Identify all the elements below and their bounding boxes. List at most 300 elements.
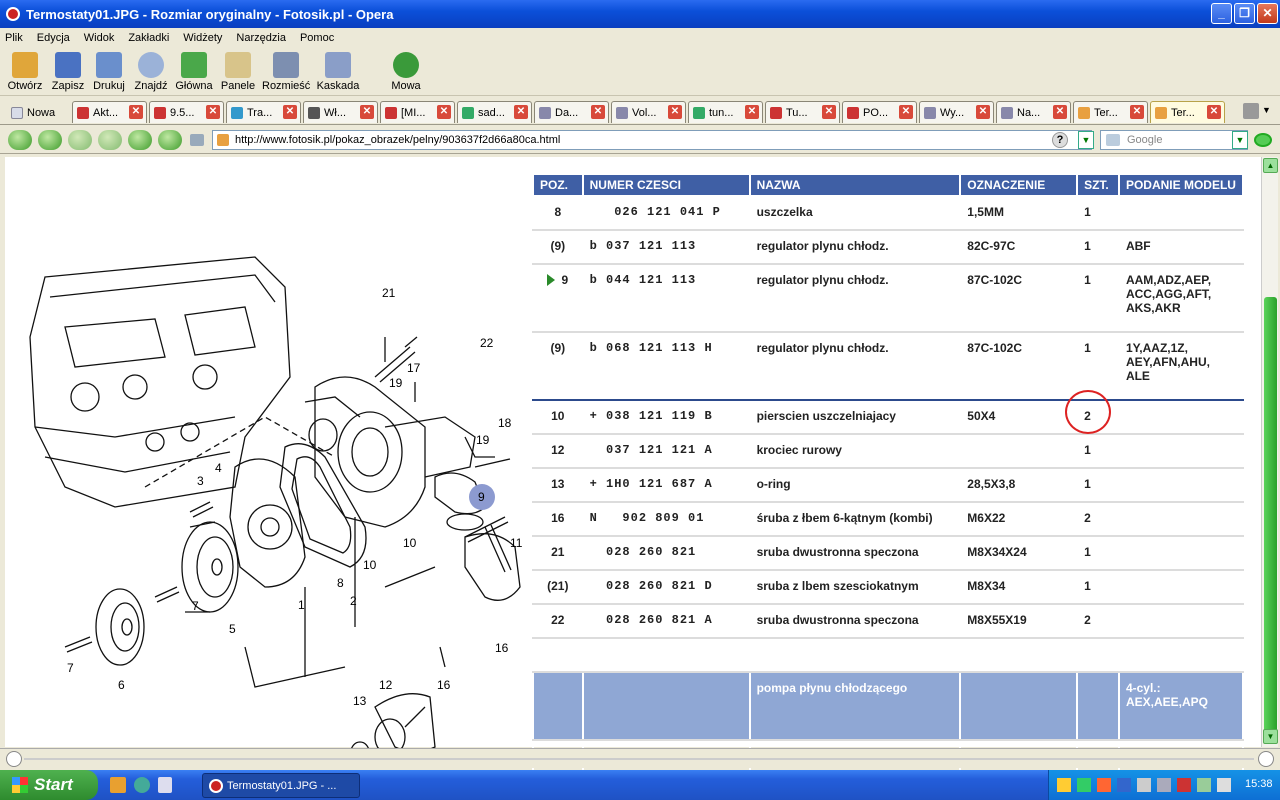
- tab-label: sad...: [478, 106, 505, 119]
- tab-10[interactable]: [765, 101, 840, 123]
- table-row[interactable]: [533, 672, 1243, 740]
- engine-parts-diagram: [5, 227, 525, 747]
- cell-szt: [1077, 434, 1119, 468]
- tab-8[interactable]: [611, 101, 686, 123]
- page-content: [5, 157, 1261, 747]
- new-tab-button[interactable]: Nowa: [6, 101, 68, 123]
- cell-text: 9: [561, 273, 569, 287]
- forward-icon[interactable]: [68, 130, 92, 150]
- search-input[interactable]: Google: [1100, 130, 1248, 150]
- cell-szt: [1077, 230, 1119, 264]
- cell-text: 13: [551, 477, 565, 491]
- cell-name: [750, 604, 961, 638]
- menu-edit[interactable]: Edycja: [36, 32, 70, 44]
- cell-text: b 068 121 113 H: [589, 341, 713, 355]
- tab-close-icon[interactable]: ✕: [283, 105, 297, 119]
- table-row[interactable]: [533, 502, 1243, 536]
- cell-oz: [960, 434, 1077, 468]
- tab-label: Ter...: [1171, 106, 1195, 119]
- cell-text: 1,5MM: [967, 205, 1004, 219]
- cell-name: [750, 536, 961, 570]
- tab-5[interactable]: [380, 101, 455, 123]
- tab-11[interactable]: [842, 101, 917, 123]
- part-label: 18: [498, 416, 512, 430]
- part-label: 16: [437, 678, 451, 692]
- part-label: 16: [495, 641, 509, 655]
- cell-num: [583, 434, 750, 468]
- cell-name: [750, 502, 961, 536]
- cell-model: [1119, 434, 1243, 468]
- part-label: 12: [379, 678, 393, 692]
- cell-text: 026 121 041 P: [589, 205, 721, 219]
- help-icon[interactable]: ?: [1052, 132, 1068, 148]
- tab-9[interactable]: [688, 101, 763, 123]
- part-label: 4: [215, 461, 222, 475]
- tab-favicon-icon: [693, 107, 705, 119]
- save-button[interactable]: Zapisz: [50, 50, 86, 92]
- address-input[interactable]: http://www.fotosik.pl/pokaz_obrazek/pelny/903637f2d66a80ca.html: [212, 130, 1092, 150]
- part-label: 1: [298, 598, 305, 612]
- cell-oz: [960, 604, 1077, 638]
- opera-icon: [6, 7, 20, 21]
- cell-szt: [1077, 604, 1119, 638]
- cell-text: 1: [1084, 239, 1091, 253]
- scroll-down-arrow-icon[interactable]: ▼: [1263, 729, 1278, 744]
- tab-1[interactable]: [72, 101, 147, 123]
- quicklaunch-notepad-icon[interactable]: [158, 777, 172, 793]
- menu-view[interactable]: Widok: [83, 32, 115, 44]
- cascade-button[interactable]: Kaskada: [316, 50, 360, 92]
- cell-text: pompa płynu chłodzącego: [756, 681, 908, 695]
- cell-num: [583, 536, 750, 570]
- cell-szt: [1077, 638, 1119, 672]
- tray-icon[interactable]: [1077, 778, 1091, 792]
- cell-name: [750, 230, 961, 264]
- tab-close-icon[interactable]: ✕: [129, 105, 143, 119]
- cell-num: [583, 230, 750, 264]
- cell-text: 2: [1084, 409, 1091, 423]
- tab-favicon-icon: [616, 107, 628, 119]
- cell-poz: [533, 536, 583, 570]
- tab-label: Tu...: [786, 106, 808, 119]
- table-row[interactable]: [533, 536, 1243, 570]
- cell-text: b 044 121 113: [589, 273, 697, 287]
- cell-text: 1: [1084, 443, 1091, 457]
- table-header-row: [533, 174, 1243, 196]
- tab-favicon-icon: [847, 107, 859, 119]
- tab-close-icon[interactable]: ✕: [745, 105, 759, 119]
- cell-text: 1: [1084, 579, 1091, 593]
- cell-text: 2: [1084, 511, 1091, 525]
- cell-model: [1119, 196, 1243, 230]
- cell-text: regulator plynu chłodz.: [756, 341, 889, 355]
- tab-favicon-icon: [77, 107, 89, 119]
- windows-flag-icon: [12, 777, 28, 793]
- cell-text: o-ring: [756, 477, 791, 491]
- maximize-button[interactable]: ❐: [1234, 3, 1255, 24]
- cell-oz: [960, 638, 1077, 672]
- cell-model: [1119, 264, 1243, 332]
- opera-icon: [209, 779, 223, 793]
- main-toolbar: [0, 48, 1280, 96]
- minimize-button[interactable]: _: [1211, 3, 1232, 24]
- microphone-icon: [393, 52, 419, 78]
- save-disk-icon: [55, 52, 81, 78]
- cell-text: (9): [550, 239, 566, 253]
- col-header-qty: SZT.: [1077, 174, 1119, 196]
- taskbar-window-button[interactable]: Termostaty01.JPG - ...: [202, 773, 360, 798]
- tab-bar: [0, 97, 1280, 125]
- tab-label: Wy...: [940, 106, 965, 119]
- tray-icon[interactable]: [1057, 778, 1071, 792]
- fast-forward-icon[interactable]: [98, 130, 122, 150]
- tab-close-icon[interactable]: ✕: [976, 105, 990, 119]
- cell-poz: [533, 468, 583, 502]
- tile-button[interactable]: Rozmieść: [262, 50, 310, 92]
- cell-text: sruba dwustronna speczona: [756, 613, 919, 627]
- find-button[interactable]: Znajdź: [133, 50, 169, 92]
- part-label: 7: [67, 661, 74, 675]
- printer-icon: [96, 52, 122, 78]
- cell-name: [750, 434, 961, 468]
- cell-model: [1119, 400, 1243, 434]
- cell-text: M8X55X19: [967, 613, 1027, 627]
- cell-text: sruba z lbem szesciokatnym: [756, 579, 919, 593]
- open-folder-icon: [12, 52, 38, 78]
- cell-szt: [1077, 264, 1119, 332]
- table-row[interactable]: [533, 570, 1243, 604]
- cell-oz: [960, 536, 1077, 570]
- tab-close-icon[interactable]: ✕: [1053, 105, 1067, 119]
- trash-icon[interactable]: [1243, 103, 1259, 119]
- tab-2[interactable]: [149, 101, 224, 123]
- part-label: 8: [337, 576, 344, 590]
- cell-text: 028 260 821 A: [589, 613, 713, 627]
- cell-name: [750, 468, 961, 502]
- cell-text: 1: [1084, 273, 1091, 287]
- cell-name: [750, 264, 961, 332]
- part-label: 17: [407, 361, 421, 375]
- cell-num: [583, 570, 750, 604]
- system-tray: [1048, 770, 1280, 800]
- wand-icon[interactable]: [158, 130, 182, 150]
- cell-num: [583, 196, 750, 230]
- speech-button[interactable]: Mowa: [388, 50, 424, 92]
- table-row[interactable]: [533, 468, 1243, 502]
- tab-close-icon[interactable]: ✕: [668, 105, 682, 119]
- new-tab-icon: [11, 107, 23, 119]
- tab-label: [MI...: [401, 106, 426, 119]
- cell-model: [1119, 502, 1243, 536]
- cell-text: (9): [550, 341, 566, 355]
- scroll-thumb[interactable]: [1264, 297, 1277, 737]
- tab-favicon-icon: [462, 107, 474, 119]
- cell-oz: [960, 332, 1077, 400]
- cell-model: [1119, 638, 1243, 672]
- windows-taskbar: [0, 770, 1280, 800]
- cell-name: [750, 638, 961, 672]
- tab-label: 9.5...: [170, 106, 195, 119]
- tray-shield-icon[interactable]: [1117, 778, 1131, 792]
- cell-szt: [1077, 468, 1119, 502]
- cell-text: pierscien uszczelniajacy: [756, 409, 896, 423]
- table-row[interactable]: [533, 264, 1243, 332]
- tray-icon[interactable]: [1197, 778, 1211, 792]
- part-label: 22: [480, 336, 494, 350]
- tab-13[interactable]: [996, 101, 1071, 123]
- tab-favicon-icon: [1078, 107, 1090, 119]
- cell-szt: [1077, 570, 1119, 604]
- scroll-right-icon[interactable]: [1258, 751, 1274, 767]
- tray-icon[interactable]: [1137, 778, 1151, 792]
- clock[interactable]: 15:38: [1245, 778, 1273, 790]
- menu-tools[interactable]: Narzędzia: [236, 32, 286, 44]
- tab-favicon-icon: [539, 107, 551, 119]
- cell-name: [750, 570, 961, 604]
- red-annotation-circle: [1065, 390, 1111, 434]
- reload-icon[interactable]: [128, 130, 152, 150]
- window-title: Termostaty01.JPG - Rozmiar oryginalny - Fotosik.pl - Opera: [26, 6, 394, 22]
- close-button[interactable]: ✕: [1257, 3, 1278, 24]
- bookmark-icon[interactable]: [190, 134, 204, 146]
- tab-favicon-icon: [1001, 107, 1013, 119]
- cell-poz: [533, 434, 583, 468]
- home-icon: [181, 52, 207, 78]
- address-toolbar: [0, 126, 1280, 154]
- menu-widgets[interactable]: Widżety: [183, 32, 223, 44]
- part-label: 13: [353, 694, 367, 708]
- cell-model: [1119, 570, 1243, 604]
- cell-poz: [533, 638, 583, 672]
- cell-szt: [1077, 502, 1119, 536]
- cell-text: M8X34X24: [967, 545, 1027, 559]
- tray-network-icon[interactable]: [1157, 778, 1171, 792]
- tab-7[interactable]: [534, 101, 609, 123]
- cell-name: [750, 400, 961, 434]
- cell-text: 21: [551, 545, 565, 559]
- cell-szt: [1077, 672, 1119, 740]
- cell-text: (21): [547, 579, 569, 593]
- cell-num: [583, 604, 750, 638]
- tab-close-icon[interactable]: ✕: [206, 105, 220, 119]
- eye-icon[interactable]: [1254, 133, 1272, 147]
- start-button[interactable]: Start: [0, 770, 98, 800]
- cell-text: regulator plynu chłodz.: [756, 273, 889, 287]
- tab-favicon-icon: [231, 107, 243, 119]
- tab-favicon-icon: [770, 107, 782, 119]
- table-row[interactable]: [533, 604, 1243, 638]
- part-label: 11: [510, 536, 523, 550]
- part-label: 19: [476, 433, 490, 447]
- cell-oz: [960, 468, 1077, 502]
- cell-num: [583, 264, 750, 332]
- menu-bookmarks[interactable]: Zakładki: [128, 32, 170, 44]
- cell-text: 8: [554, 205, 562, 219]
- horizontal-scroll-track[interactable]: [24, 758, 1254, 760]
- table-row[interactable]: [533, 196, 1243, 230]
- cell-oz: [960, 196, 1077, 230]
- rewind-icon[interactable]: [38, 130, 62, 150]
- cell-oz: [960, 502, 1077, 536]
- tab-favicon-icon: [924, 107, 936, 119]
- part-label: 6: [118, 678, 125, 692]
- tab-label: Ter...: [1094, 106, 1118, 119]
- cell-text: 037 121 121 A: [589, 443, 713, 457]
- current-row-arrow-icon: [547, 274, 555, 286]
- cell-text: śruba z łbem 6-kątnym (kombi): [756, 511, 933, 525]
- menu-help[interactable]: Pomoc: [299, 32, 335, 44]
- quicklaunch-browser-icon[interactable]: [134, 777, 150, 793]
- cell-poz: [533, 400, 583, 434]
- scroll-left-icon[interactable]: [6, 751, 22, 767]
- cell-text: 28,5X3,8: [967, 477, 1016, 491]
- cell-text: + 038 121 119 B: [589, 409, 713, 423]
- status-bar: [0, 748, 1280, 768]
- cell-oz: [960, 570, 1077, 604]
- cell-poz: [533, 672, 583, 740]
- cell-text: 4-cyl.: AEX,AEE,APQ: [1125, 681, 1208, 709]
- cell-szt: [1077, 196, 1119, 230]
- tab-close-icon[interactable]: ✕: [437, 105, 451, 119]
- tab-label: Tra...: [247, 106, 273, 119]
- tab-4[interactable]: [303, 101, 378, 123]
- address-dropdown-chevron-icon[interactable]: ▼: [1078, 131, 1094, 149]
- tab-12[interactable]: [919, 101, 994, 123]
- table-row[interactable]: [533, 400, 1243, 434]
- cell-poz: [533, 230, 583, 264]
- window-titlebar: [0, 0, 1280, 28]
- table-row[interactable]: [533, 638, 1243, 672]
- cell-poz: [533, 502, 583, 536]
- cell-text: + 1H0 121 687 A: [589, 477, 713, 491]
- tab-close-icon[interactable]: ✕: [1130, 105, 1144, 119]
- vertical-scrollbar[interactable]: [1261, 157, 1278, 747]
- tray-volume-icon[interactable]: [1217, 778, 1231, 792]
- cell-oz: [960, 672, 1077, 740]
- quicklaunch-icon[interactable]: [110, 777, 126, 793]
- col-header-designation: OZNACZENIE: [960, 174, 1077, 196]
- cell-text: 12: [551, 443, 565, 457]
- cell-text: sruba dwustronna speczona: [756, 545, 919, 559]
- parts-table: [532, 173, 1244, 775]
- cell-poz: [533, 570, 583, 604]
- cell-text: 1: [1084, 477, 1091, 491]
- cell-poz: [533, 196, 583, 230]
- col-header-name: NAZWA: [750, 174, 961, 196]
- cell-text: krociec rurowy: [756, 443, 842, 457]
- search-dropdown-chevron-icon[interactable]: ▼: [1232, 131, 1248, 149]
- table-row[interactable]: [533, 230, 1243, 264]
- tray-icon[interactable]: [1177, 778, 1191, 792]
- cell-num: [583, 638, 750, 672]
- scroll-up-arrow-icon[interactable]: ▲: [1263, 158, 1278, 173]
- cell-text: b 037 121 113: [589, 239, 697, 253]
- cell-text: 2: [1084, 613, 1091, 627]
- tab-close-icon[interactable]: ✕: [591, 105, 605, 119]
- menu-bar: [0, 28, 1280, 48]
- cell-text: 1: [1084, 205, 1091, 219]
- tab-15[interactable]: [1150, 101, 1225, 123]
- tray-icon[interactable]: [1097, 778, 1111, 792]
- tab-favicon-icon: [154, 107, 166, 119]
- cell-text: 87C-102C: [967, 341, 1022, 355]
- part-label: 7: [192, 599, 199, 613]
- cell-num: [583, 400, 750, 434]
- part-label: 3: [197, 474, 204, 488]
- part-label: 19: [389, 376, 403, 390]
- print-button[interactable]: Drukuj: [91, 50, 127, 92]
- cell-text: 1: [1084, 341, 1091, 355]
- cell-model: [1119, 332, 1243, 400]
- tab-label: Akt...: [93, 106, 119, 119]
- open-button[interactable]: Otwórz: [6, 50, 44, 92]
- cell-text: M6X22: [967, 511, 1006, 525]
- cell-text: 028 260 821 D: [589, 579, 713, 593]
- tab-close-icon[interactable]: ✕: [899, 105, 913, 119]
- panels-icon: [225, 52, 251, 78]
- table-row[interactable]: [533, 434, 1243, 468]
- cell-text: 22: [551, 613, 565, 627]
- tab-close-icon[interactable]: ✕: [822, 105, 836, 119]
- col-header-pos: POZ.: [533, 174, 583, 196]
- cell-model: [1119, 672, 1243, 740]
- table-row[interactable]: [533, 332, 1243, 400]
- part-label: 10: [403, 536, 417, 550]
- tab-favicon-icon: [1155, 107, 1167, 119]
- cell-text: 1: [1084, 545, 1091, 559]
- cell-text: 1Y,AAZ,1Z, AEY,AFN,AHU, ALE: [1125, 341, 1210, 383]
- tab-3[interactable]: [226, 101, 301, 123]
- cell-text: AAM,ADZ,AEP, ACC,AGG,AFT, AKS,AKR: [1125, 273, 1212, 315]
- cell-text: 87C-102C: [967, 273, 1022, 287]
- part-label: 10: [363, 558, 377, 572]
- cell-text: 028 260 821: [589, 545, 697, 559]
- tab-14[interactable]: [1073, 101, 1148, 123]
- panels-button[interactable]: Panele: [220, 50, 256, 92]
- cell-text: M8X34: [967, 579, 1006, 593]
- magnifier-icon: [138, 52, 164, 78]
- trash-menu-chevron-icon[interactable]: ▼: [1262, 105, 1271, 115]
- search-engine-icon: [1106, 134, 1120, 146]
- cell-num: [583, 502, 750, 536]
- menu-file[interactable]: Plik: [5, 32, 23, 44]
- cell-text: 16: [551, 511, 565, 525]
- tab-label: Wł...: [324, 106, 346, 119]
- col-header-model: PODANIE MODELU: [1119, 174, 1243, 196]
- tab-close-icon[interactable]: ✕: [1207, 105, 1221, 119]
- part-label: 9: [478, 490, 485, 504]
- tab-close-icon[interactable]: ✕: [514, 105, 528, 119]
- cell-text: 10: [551, 409, 565, 423]
- cell-model: [1119, 468, 1243, 502]
- cell-text: uszczelka: [756, 205, 813, 219]
- cell-text: regulator plynu chłodz.: [756, 239, 889, 253]
- tab-label: Da...: [555, 106, 579, 119]
- part-label: 2: [350, 594, 357, 608]
- tab-favicon-icon: [308, 107, 320, 119]
- back-icon[interactable]: [8, 130, 32, 150]
- home-button[interactable]: Główna: [175, 50, 213, 92]
- col-header-part-number: NUMER CZESCI: [583, 174, 750, 196]
- tab-close-icon[interactable]: ✕: [360, 105, 374, 119]
- cell-szt: [1077, 536, 1119, 570]
- cell-text: 50X4: [967, 409, 996, 423]
- tab-6[interactable]: [457, 101, 532, 123]
- part-label: 5: [229, 622, 236, 636]
- cell-model: [1119, 536, 1243, 570]
- cell-poz: [533, 264, 583, 332]
- cell-model: [1119, 604, 1243, 638]
